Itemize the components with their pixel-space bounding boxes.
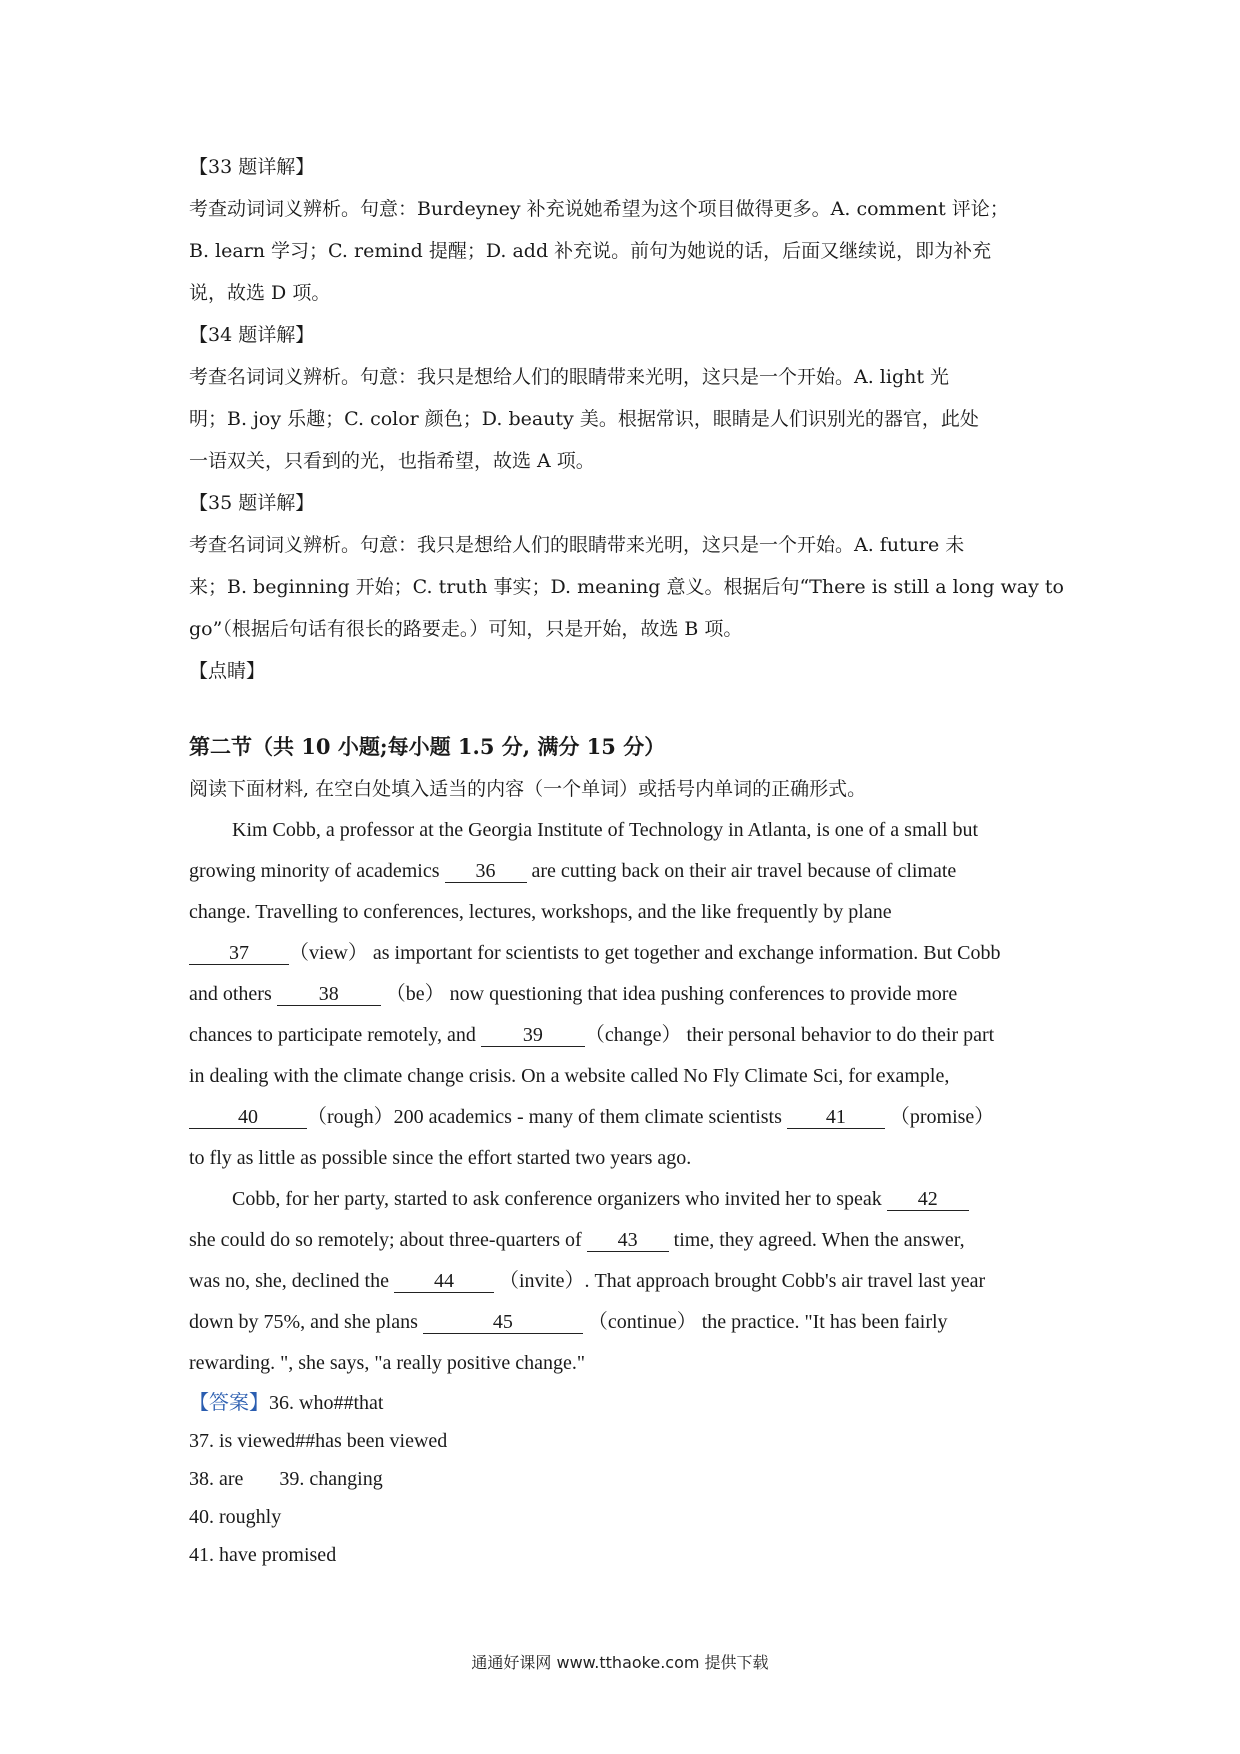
explanation-line: 考查名词词义辨析。句意：我只是想给人们的眼睛带来光明，这只是一个开始。A. future 未 [189,534,965,556]
explanation-line: 一语双关，只看到的光，也指希望，故选 A 项。 [189,450,595,472]
passage-line: change. Travelling to conferences, lectures, workshops, and the like frequently by plane [189,901,892,923]
page-footer: 通通好课网 www.tthaoke.com 提供下载 [471,1653,769,1672]
passage-line: to fly as little as possible since the effort started two years ago. [189,1147,692,1169]
answer-line: 41. have promised [189,1544,337,1566]
cloze-passage [189,810,1069,1384]
explanation-heading: 【33 题详解】 [189,156,315,178]
blank-44: 44 [394,1270,494,1293]
section-instruction: 阅读下面材料, 在空白处填入适当的内容（一个单词）或括号内单词的正确形式。 [189,778,867,800]
passage-line: in dealing with the climate change crisis. On a website called No Fly Climate Sci, for example, [189,1065,950,1087]
passage-line: Cobb, for her party, started to ask conference organizers who invited her to speak 42 [189,1179,1069,1220]
passage-line: and others 38 （be） now questioning that idea pushing conferences to provide more [189,983,958,1005]
blank-41: 41 [787,1106,885,1129]
blank-36: 36 [445,860,527,883]
passage-line: chances to participate remotely, and 39 （change） their personal behavior to do their part [189,1024,995,1046]
passage-line: she could do so remotely; about three-quarters of 43 time, they agreed. When the answer, [189,1229,965,1251]
answer-tag: 【答案】 [189,1392,269,1414]
explanation-line: 明；B. joy 乐趣；C. color 颜色；D. beauty 美。根据常识，眼睛是人们识别光的器官，此处 [189,408,979,430]
passage-line: was no, she, declined the 44 （invite）. That approach brought Cobb's air travel last year [189,1270,986,1292]
section-title: 第二节（共 10 小题;每小题 1.5 分, 满分 15 分） [189,734,666,759]
answer-list [189,1384,1069,1574]
blank-40: 40 [189,1106,307,1129]
blank-38: 38 [277,983,381,1006]
explanation-35 [189,482,1069,650]
answer-line: 37. is viewed##has been viewed [189,1430,448,1452]
explanation-line: 考查名词词义辨析。句意：我只是想给人们的眼睛带来光明，这只是一个开始。A. light 光 [189,366,950,388]
explanation-line: go”（根据后句话有很长的路要走。）可知，只是开始，故选 B 项。 [189,618,743,640]
blank-43: 43 [587,1229,669,1252]
answer-line: 40. roughly [189,1506,282,1528]
passage-line: 37 （view） as important for scientists to get together and exchange information. But Cobb [189,933,1069,974]
answer-line: 【答案】36. who##that [189,1392,384,1414]
passage-line: Kim Cobb, a professor at the Georgia Institute of Technology in Atlanta, is one of a small but [232,819,979,841]
blank-42: 42 [887,1188,969,1211]
blank-45: 45 [423,1311,583,1334]
explanation-heading: 【35 题详解】 [189,492,315,514]
explanation-line: 来；B. beginning 开始；C. truth 事实；D. meaning 意义。根据后句“There is still a long way to [189,576,1064,598]
explanation-heading: 【34 题详解】 [189,324,315,346]
answer-line: 38. are 39. changing [189,1468,383,1490]
document-page [189,146,1069,1574]
explanation-line: 说，故选 D 项。 [189,282,331,304]
blank-37: 37 [189,942,289,965]
explanation-33 [189,146,1069,314]
blank-39: 39 [481,1024,585,1047]
passage-line: rewarding. ", she says, "a really positive change." [189,1352,586,1374]
passage-line: 40 （rough）200 academics - many of them climate scientists 41 （promise） [189,1097,1069,1138]
passage-line: down by 75%, and she plans 45 （continue） the practice. "It has been fairly [189,1311,948,1333]
passage-line: growing minority of academics 36 are cutting back on their air travel because of climate [189,860,957,882]
explanation-34 [189,314,1069,482]
explanation-line: B. learn 学习；C. remind 提醒；D. add 补充说。前句为她说的话，后面又继续说，即为补充 [189,240,992,262]
tip-heading: 【点睛】 [189,660,266,682]
explanation-line: 考查动词词义辨析。句意：Burdeyney 补充说她希望为这个项目做得更多。A. comment 评论； [189,198,1009,220]
